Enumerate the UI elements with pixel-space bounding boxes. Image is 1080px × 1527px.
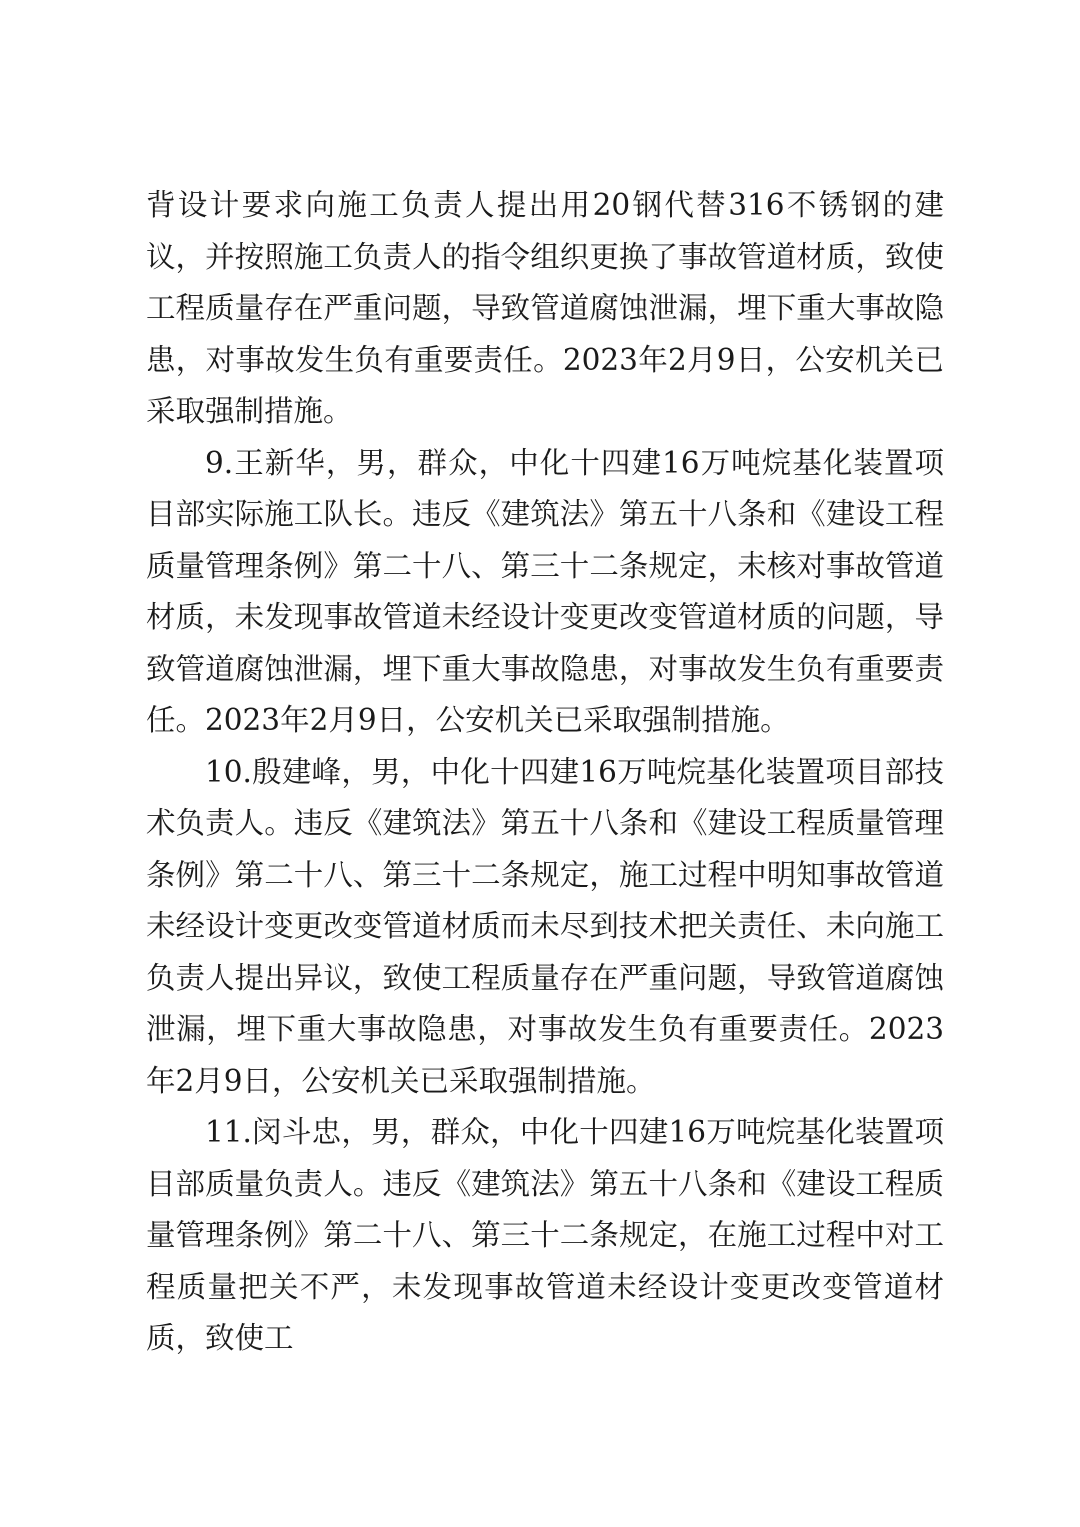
paragraph-item-11: 11.闵斗忠，男，群众，中化十四建16万吨烷基化装置项目部质量负责人。违反《建筑法》第五十八条和《建设工程质量管理条例》第二十八、第三十二条规定，在施工过程中对工程质量把关不严，未发现事故管道未经设计变更改变管道材质，致使工 (146, 1115, 944, 1355)
paragraph-item-10: 10.殷建峰，男，中化十四建16万吨烷基化装置项目部技术负责人。违反《建筑法》第五十八条和《建设工程质量管理条例》第二十八、第三十二条规定，施工过程中明知事故管道未经设计变更改变管道材质而未尽到技术把关责任、未向施工负责人提出异议，致使工程质量存在严重问题，导致管道腐蚀泄漏，埋下重大事故隐患，对事故发生负有重要责任。2023年2月9日，公安机关已采取强制措施。 (146, 754, 944, 1098)
paragraph-continuation: 背设计要求向施工负责人提出用20钢代替316不锈钢的建议，并按照施工负责人的指令组织更换了事故管道材质，致使工程质量存在严重问题，导致管道腐蚀泄漏，埋下重大事故隐患，对事故发生负有重要责任。2023年2月9日，公安机关已采取强制措施。 (146, 188, 944, 428)
paragraph-item-9: 9.王新华，男，群众，中化十四建16万吨烷基化装置项目部实际施工队长。违反《建筑法》第五十八条和《建设工程质量管理条例》第二十八、第三十二条规定，未核对事故管道材质，未发现事故管道未经设计变更改变管道材质的问题，导致管道腐蚀泄漏，埋下重大事故隐患，对事故发生负有重要责任。2023年2月9日，公安机关已采取强制措施。 (146, 445, 944, 737)
document-page (146, 180, 944, 1365)
